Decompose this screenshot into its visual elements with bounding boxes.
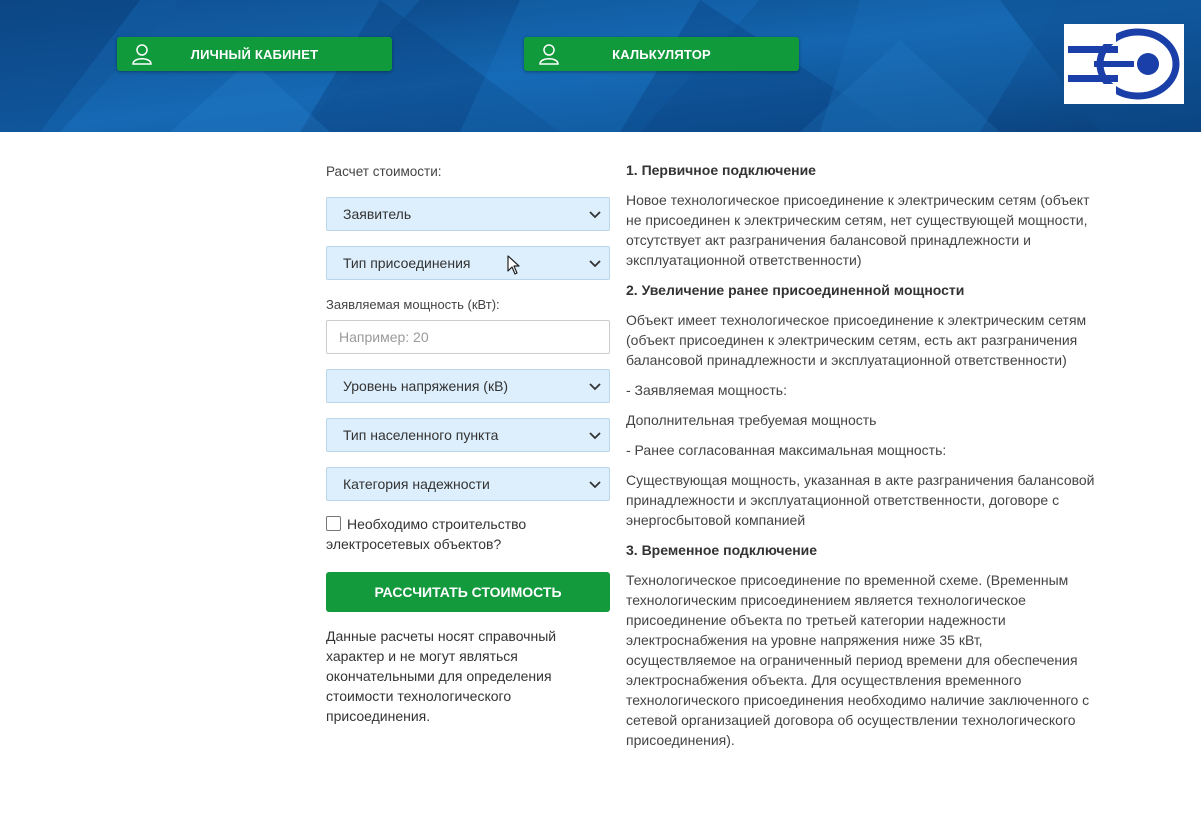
header-banner (0, 0, 1201, 132)
chevron-down-icon (589, 431, 601, 441)
settlement-type-select[interactable] (326, 418, 610, 452)
chevron-down-icon (589, 210, 601, 220)
section-2-declared-text: Дополнительная требуемая мощность (626, 412, 877, 428)
section-3-text: Технологическое присоединение по временной схеме. (Временным технологическим присоединением является технологическое присоединение объекта по третьей категории надежности электроснабжения на уровне напряжения ниже 35 кВт, осуществляемое на ограниченный период времени для обеспечения электроснабжения объекта. Для осуществления временного технологического присоединения необходимо наличие заключенного с сетевой организацией договора об осуществлении технологического присоединения). (626, 572, 1090, 748)
calculator-button[interactable] (524, 37, 799, 71)
personal-account-button[interactable] (117, 37, 392, 71)
settlement-type-select-value: Тип населенного пункта (343, 427, 499, 443)
section-2-title: 2. Увеличение ранее присоединенной мощности (626, 282, 965, 298)
power-label: Заявляемая мощность (кВт): (326, 297, 500, 312)
applicant-select-value: Заявитель (343, 206, 412, 222)
section-3-title: 3. Временное подключение (626, 542, 818, 558)
applicant-select[interactable] (326, 197, 610, 231)
connection-type-select-value: Тип присоединения (343, 255, 471, 271)
voltage-select[interactable] (326, 369, 610, 403)
calculate-button[interactable]: РАССЧИТАТЬ СТОИМОСТЬ (326, 572, 610, 612)
construction-checkbox[interactable] (326, 516, 341, 531)
form-title: Расчет стоимости: (326, 164, 442, 179)
disclaimer-text: Данные расчеты носят справочный характер и не могут являться окончательными для определения стоимости технологического присоединения. (326, 628, 557, 724)
company-logo-icon (1064, 24, 1184, 104)
personal-account-label: ЛИЧНЫЙ КАБИНЕТ (190, 46, 319, 62)
calculator-label: КАЛЬКУЛЯТОР (612, 46, 711, 62)
voltage-select-value: Уровень напряжения (кВ) (343, 378, 509, 394)
section-1-title: 1. Первичное подключение (626, 162, 816, 178)
chevron-down-icon (589, 259, 601, 269)
reliability-select[interactable] (326, 467, 610, 501)
section-2-previous-text: Существующая мощность, указанная в акте разграничения балансовой принадлежности и эксплуатационной ответственности, договоре с энергосбытовой компанией (626, 472, 1095, 528)
section-1-text: Новое технологическое присоединение к электрическим сетям (объект не присоединен к электрическим сетям, нет существующей мощности, отсутствует акт разграничения балансовой принадлежности и эксплуатационной ответственности) (626, 192, 1090, 268)
chevron-down-icon (589, 480, 601, 490)
connection-type-select[interactable] (326, 246, 610, 280)
chevron-down-icon (589, 382, 601, 392)
info-panel (626, 160, 1096, 760)
power-input[interactable] (326, 320, 610, 354)
construction-label: Необходимо строительство электросетевых объектов? (326, 516, 527, 552)
section-2-declared-label: - Заявляемая мощность: (626, 382, 787, 398)
section-2-previous-label: - Ранее согласованная максимальная мощность: (626, 442, 947, 458)
reliability-select-value: Категория надежности (343, 476, 490, 492)
mouse-cursor-icon (507, 255, 521, 275)
company-logo[interactable] (1064, 24, 1184, 104)
section-2-text: Объект имеет технологическое присоединение к электрическим сетям (объект присоединен к электрическим сетям, есть акт разграничения балансовой принадлежности и эксплуатационной ответственности) (626, 312, 1087, 368)
